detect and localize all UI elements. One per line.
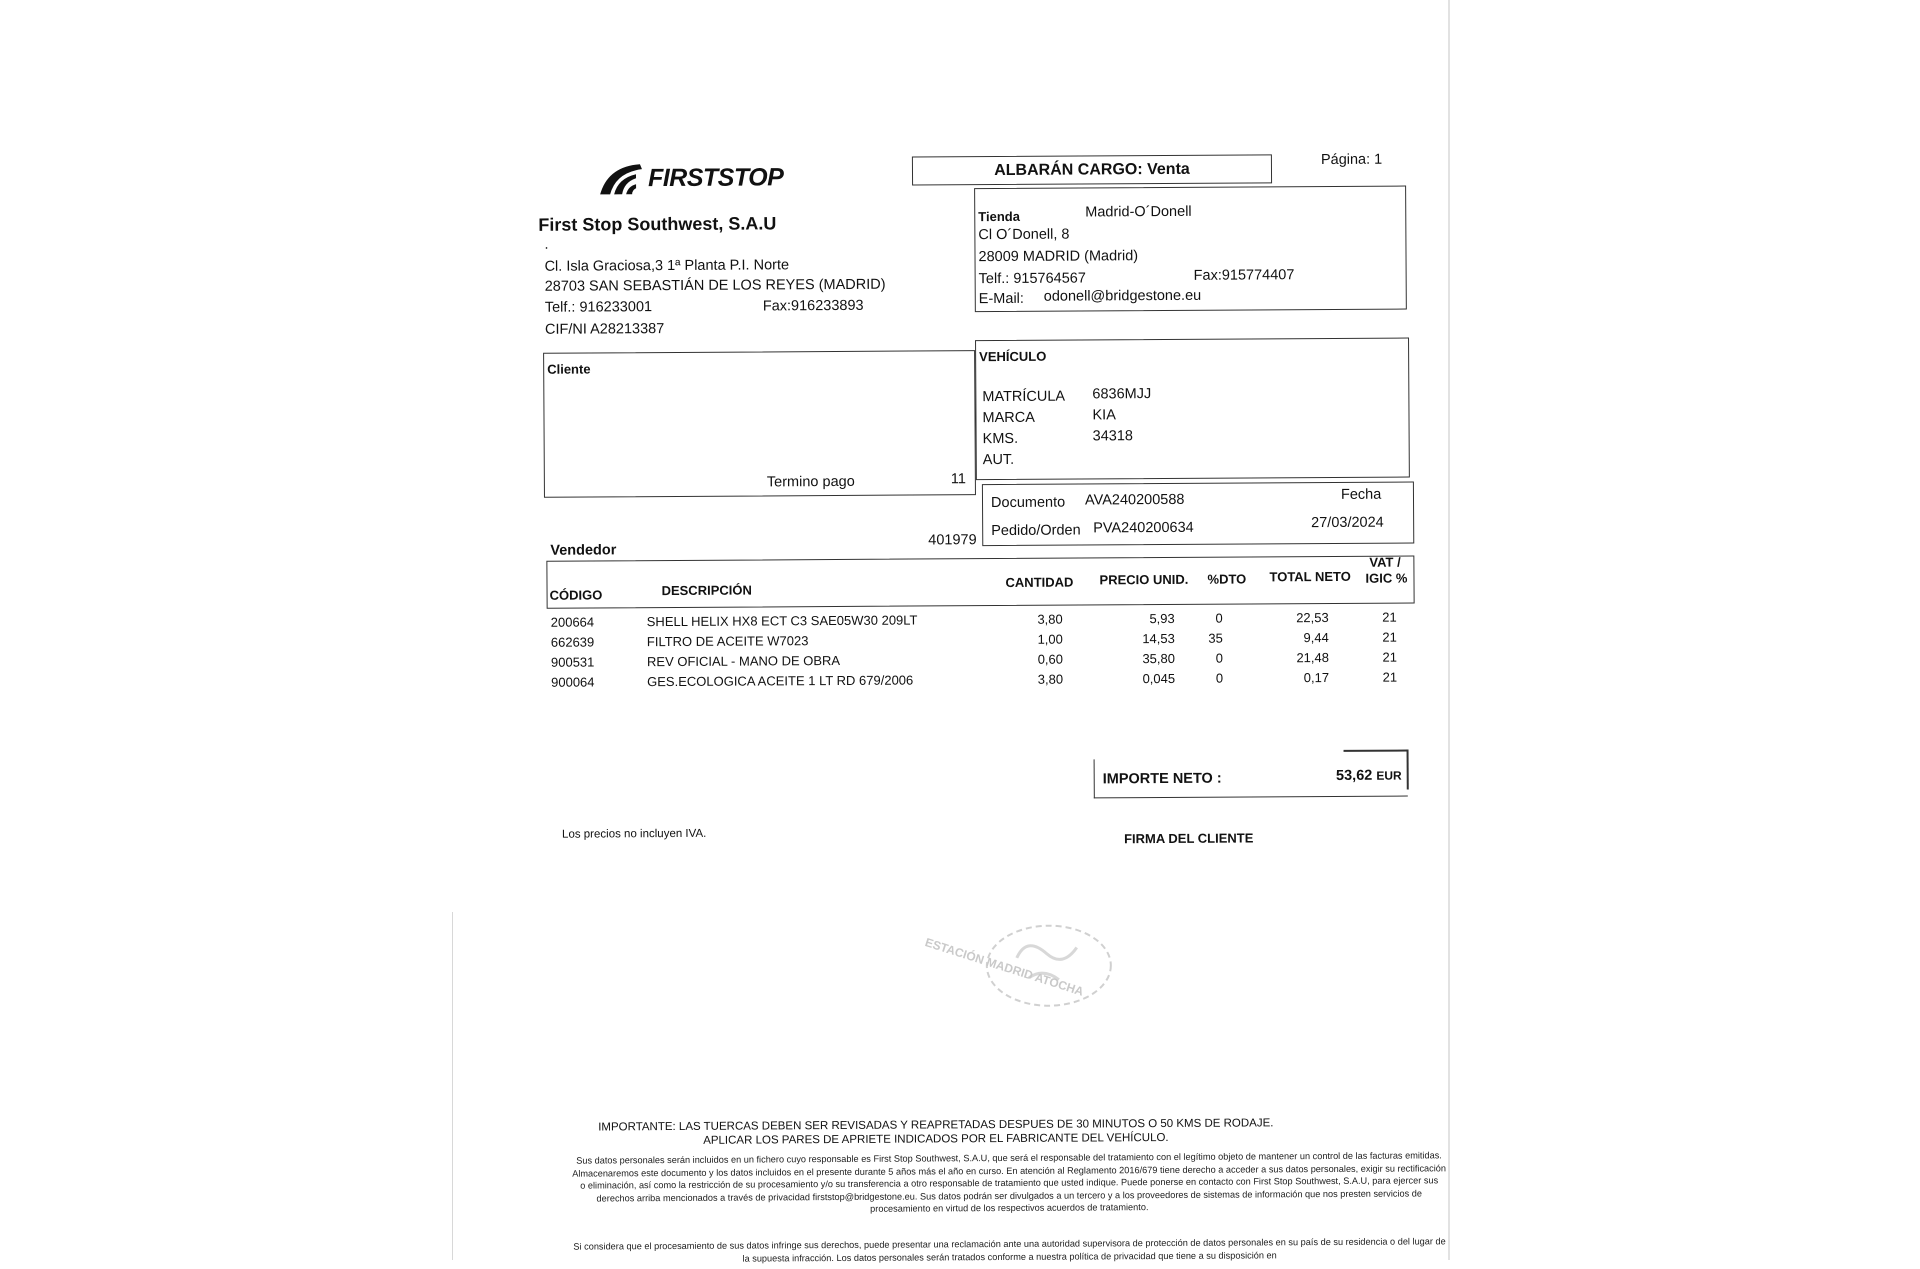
- header-vat-line2: IGIC %: [1365, 570, 1408, 586]
- vehicle-box: [975, 337, 1410, 480]
- company-address-line2: 28703 SAN SEBASTIÁN DE LOS REYES (MADRID): [544, 276, 886, 295]
- cell-description: GES.ECOLOGICA ACEITE 1 LT RD 679/2006: [647, 672, 914, 690]
- privacy-paragraph-1: Sus datos personales serán incluidos en un fichero cuyo responsable es First Stop Southwest, S.A.U, que será el responsable del tratamiento con el legítimo objeto de mantener un control de las facturas emitidas. Almacenaremos este documento y los datos incluidos en el presente durante 5 años más el año en curso. En atención al Reglamento 2016/679 tiene derecho a acceder a sus datos personales, exigir su rectificación o eliminación, así como la restricción de su procesamiento y/o su transferencia a otro responsable de tratamiento que usted indique. Puede ponerse en contacto con First Stop Southwest, S.A.U, para ejercer sus derechos arriba mencionados a través de privacidad firststop@bridgestone.eu. Sus datos podrán ser divulgados a un tercero y a los proveedores de sistemas de información que nos presten servicios de procesamiento en virtud de los respectivos acuerdos de tratamiento.: [572, 1150, 1447, 1214]
- cell-quantity: 3,80: [1037, 671, 1064, 687]
- vehicle-label: VEHÍCULO: [979, 348, 1047, 365]
- company-address-line1: Cl. Isla Graciosa,3 1ª Planta P.I. Norte: [544, 257, 790, 275]
- net-amount-value: [1336, 768, 1402, 784]
- cell-unit-price: 14,53: [1142, 630, 1175, 647]
- cell-description: FILTRO DE ACEITE W7023: [646, 633, 809, 650]
- cell-vat: 21: [1382, 649, 1398, 665]
- cell-unit-price: 35,80: [1142, 650, 1176, 667]
- client-label: Cliente: [547, 361, 591, 377]
- vehicle-row-value: 6836MJJ: [1092, 386, 1152, 403]
- cell-unit-price: 0,045: [1142, 670, 1176, 687]
- important-line2: APLICAR LOS PARES DE APRIETE INDICADOS POR EL FABRICANTE DEL VEHÍCULO.: [703, 1131, 1169, 1147]
- tire-swoosh-icon: [596, 160, 648, 196]
- store-city: 28009 MADRID (Madrid): [978, 248, 1139, 266]
- company-name: First Stop Southwest, S.A.U: [538, 213, 777, 235]
- net-amount-label: IMPORTE NETO :: [1102, 770, 1222, 788]
- header-net-total: TOTAL NETO: [1269, 568, 1351, 585]
- company-fax: Fax:916233893: [762, 297, 864, 315]
- cell-net-total: 0,17: [1303, 669, 1330, 686]
- store-label: Tienda: [978, 208, 1020, 225]
- important-notice: [566, 1116, 1306, 1149]
- date-label: Fecha: [1340, 486, 1382, 503]
- total-box-border: [1344, 750, 1408, 752]
- store-phone: Telf.: 915764567: [978, 270, 1086, 288]
- company-phone: Telf.: 916233001: [544, 299, 653, 316]
- store-name: Madrid-O´Donell: [1085, 203, 1192, 221]
- net-amount-box: [1094, 758, 1408, 799]
- document-title: ALBARÁN CARGO: Venta: [912, 154, 1272, 185]
- document-label: Documento: [990, 494, 1066, 512]
- cell-code: 900531: [550, 654, 595, 670]
- vehicle-row-label: AUT.: [982, 451, 1015, 469]
- vehicle-row-value: 34318: [1092, 428, 1133, 445]
- vehicle-row-label: MARCA: [982, 409, 1035, 427]
- store-street: Cl O´Donell, 8: [978, 226, 1070, 244]
- cell-description: REV OFICIAL - MANO DE OBRA: [646, 652, 841, 670]
- vehicle-row-value: KIA: [1092, 407, 1116, 424]
- header-vat-line1: VAT /: [1369, 554, 1401, 570]
- store-box: [974, 186, 1407, 313]
- cell-discount: 0: [1215, 670, 1224, 686]
- store-email: odonell@bridgestone.eu: [1043, 287, 1202, 305]
- firststop-logo: [596, 159, 796, 196]
- header-code: CÓDIGO: [549, 587, 603, 603]
- header-discount: %DTO: [1207, 571, 1247, 587]
- cell-description: SHELL HELIX HX8 ECT C3 SAE05W30 209LT: [646, 612, 918, 630]
- stamp-seal-icon: [899, 917, 1150, 1039]
- document-number: AVA240200588: [1084, 491, 1185, 509]
- cell-vat: 21: [1382, 669, 1398, 685]
- table-row: [547, 669, 1413, 694]
- vehicle-row-label: MATRÍCULA: [982, 388, 1066, 406]
- company-cif: CIF/NI A28213387: [544, 321, 665, 338]
- page-number: Página: 1: [1320, 151, 1383, 169]
- net-amount-number: 53,62: [1335, 767, 1373, 784]
- order-label: Pedido/Orden: [991, 522, 1081, 540]
- cell-vat: 21: [1382, 609, 1397, 625]
- cell-quantity: 1,00: [1037, 631, 1063, 647]
- document-info-box: [982, 481, 1414, 546]
- company-dot: .: [544, 236, 549, 253]
- cell-net-total: 21,48: [1296, 649, 1330, 666]
- header-description: DESCRIPCIÓN: [661, 582, 752, 599]
- vehicle-row-label: KMS.: [982, 430, 1019, 448]
- cell-code: 662639: [550, 634, 595, 650]
- items-table-header: [546, 555, 1414, 608]
- client-box: [543, 350, 976, 498]
- cell-quantity: 3,80: [1037, 611, 1063, 627]
- cell-vat: 21: [1382, 629, 1397, 645]
- cell-net-total: 22,53: [1296, 609, 1329, 626]
- cell-code: 900064: [551, 674, 595, 690]
- order-number: PVA240200634: [1093, 519, 1194, 537]
- seller-label: Vendedor: [550, 542, 617, 559]
- seller-value: 401979: [928, 532, 977, 549]
- payment-term-value: 11: [950, 471, 966, 488]
- cell-net-total: 9,44: [1303, 629, 1329, 646]
- logo-wordmark: FIRSTSTOP: [647, 163, 784, 193]
- cell-quantity: 0,60: [1037, 651, 1064, 667]
- privacy-paragraph-2: Si considera que el procesamiento de sus datos infringe sus derechos, puede presentar una reclamación ante una autoridad supervisora de protección de datos personales en su país de su residencia o del lugar de la supuesta infracción. Los datos personales serán tratados conforme a nuestra política de privacidad que tiene a su disposición en: [573, 1236, 1446, 1264]
- cell-unit-price: 5,93: [1149, 610, 1175, 627]
- stamp-text: ESTACIÓN MADRID ATOCHA: [923, 935, 1086, 999]
- signature-label: FIRMA DEL CLIENTE: [1124, 830, 1254, 847]
- header-unit-price: PRECIO UNID.: [1099, 571, 1189, 588]
- store-fax: Fax:915774407: [1193, 267, 1295, 284]
- header-quantity: CANTIDAD: [1005, 574, 1074, 590]
- cell-discount: 0: [1215, 610, 1223, 626]
- store-email-label: E-Mail:: [978, 290, 1024, 308]
- payment-term-label: Termino pago: [766, 473, 855, 491]
- cell-discount: 0: [1215, 650, 1224, 666]
- currency: EUR: [1376, 768, 1402, 783]
- cell-code: 200664: [550, 614, 595, 630]
- cell-discount: 35: [1208, 630, 1223, 646]
- date-value: 27/03/2024: [1311, 514, 1384, 532]
- prices-note: Los precios no incluyen IVA.: [561, 827, 707, 841]
- important-line1: IMPORTANTE: LAS TUERCAS DEBEN SER REVISADAS Y REAPRETADAS DESPUES DE 30 MINUTOS O 50 KMS DE RODAJE.: [598, 1117, 1274, 1134]
- station-stamp: [899, 917, 1150, 1039]
